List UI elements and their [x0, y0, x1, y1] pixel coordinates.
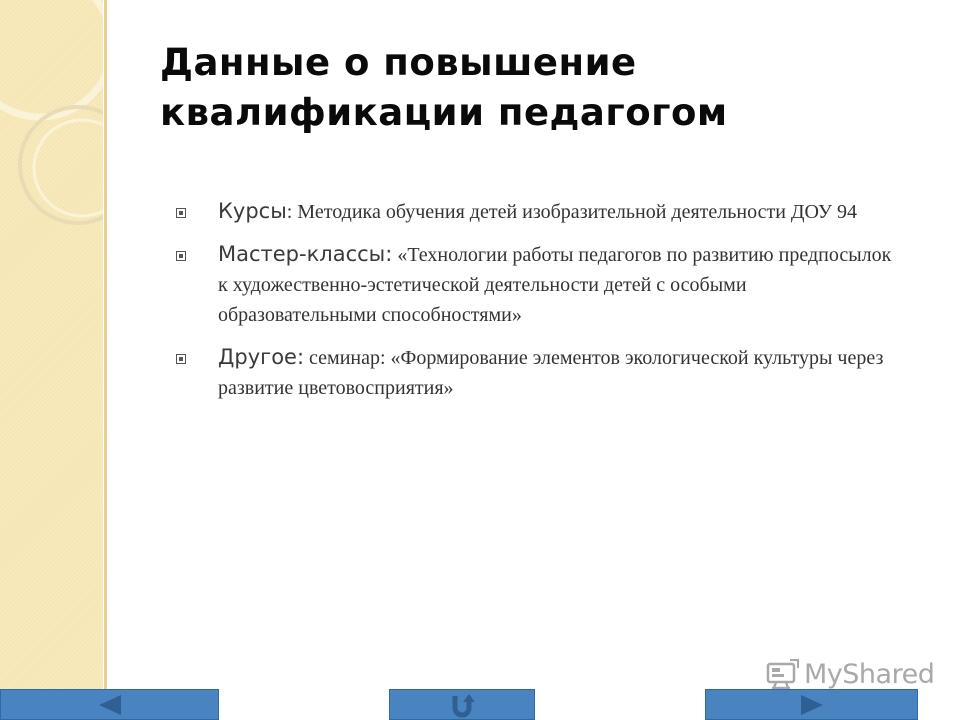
square-bullet-icon: [176, 208, 186, 218]
slide-title: Данные о повышение квалификации педагогом: [160, 41, 728, 134]
item-text: «Технологии работы педагогов по развитию предпосылок к художественно-эстетической деятельности детей с особыми образовательными способностями»: [218, 244, 892, 326]
square-bullet-icon: [176, 251, 186, 261]
return-button[interactable]: [389, 689, 535, 720]
myshared-logo: [766, 654, 934, 694]
item-lead: Другое:: [218, 345, 305, 369]
decorative-side-band: [0, 0, 103, 720]
list-item-other: [170, 342, 895, 403]
item-text: семинар: «Формирование элементов экологической культуры через развитие цветовосприятия»: [218, 347, 884, 399]
triangle-left-icon: [97, 694, 123, 716]
previous-slide-button[interactable]: [0, 689, 219, 720]
list-item-courses: [170, 196, 895, 227]
u-turn-arrow-icon: [449, 692, 475, 718]
triangle-right-icon: [799, 694, 825, 716]
item-lead: Курсы: [218, 199, 287, 223]
item-lead: Мастер-классы:: [218, 242, 393, 266]
square-bullet-icon: [176, 354, 186, 364]
decorative-rings: [0, 0, 103, 720]
item-text: : Методика обучения детей изобразительной деятельности ДОУ 94: [286, 201, 858, 223]
bullet-list: [170, 196, 895, 415]
next-slide-button[interactable]: [705, 689, 918, 720]
band-divider: [104, 0, 107, 720]
list-item-master-classes: [170, 239, 895, 330]
logo-text: MyShared: [804, 658, 935, 690]
myshared-monitor-icon: [766, 658, 800, 690]
